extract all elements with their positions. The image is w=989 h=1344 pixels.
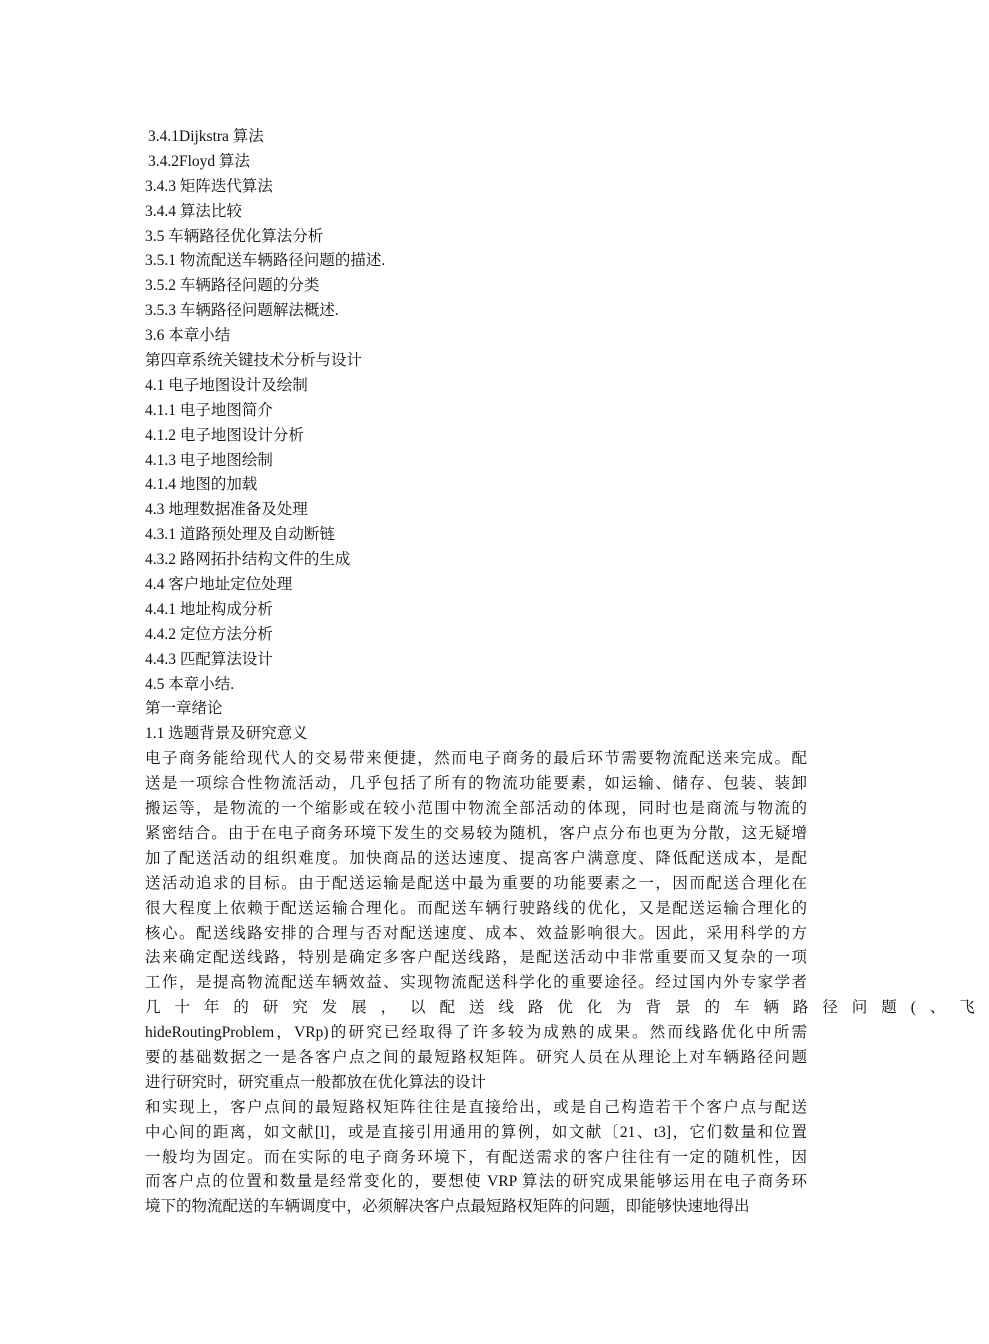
toc-entry: 3.5.1 物流配送车辆路径问题的描述. (145, 252, 386, 270)
paragraph-line: 进行研究时，研究重点一般都放在优化算法的设计 (145, 1073, 487, 1091)
paragraph-line: 送活动追求的目标。由于配送运输是配送中最为重要的功能要素之一，因而配送合理化在 (145, 874, 807, 892)
paragraph-line: 加了配送活动的组织难度。加快商品的送达速度、提高客户满意度、降低配送成本，是配 (145, 849, 807, 867)
toc-entry: 4.1.4 地图的加载 (145, 476, 258, 494)
toc-entry: 3.4.2Floyd 算法 (148, 152, 251, 170)
toc-entry: 4.1 电子地图设计及绘制 (145, 376, 308, 394)
toc-entry: 第四章系统关键技术分析与设计 (145, 352, 363, 370)
toc-entry: 4.4.2 定位方法分析 (145, 625, 273, 643)
toc-entry: 3.6 本章小结 (145, 327, 231, 345)
toc-entry: 4.4.3 匹配算法设计 (145, 650, 273, 668)
toc-entry: 3.4.1Dijkstra 算法 (148, 128, 264, 145)
paragraph-line: 电子商务能给现代人的交易带来便捷，然而电子商务的最后环节需要物流配送来完成。配 (145, 750, 807, 768)
toc-entry: 4.1.1 电子地图简介 (145, 401, 273, 419)
paragraph-line: 几十年的研究发展，以配送线路优化为背景的车辆路径问题(、飞 (145, 999, 989, 1017)
paragraph-line: 一般均为固定。而在实际的电子商务环境下，有配送需求的客户往往有一定的随机性，因 (145, 1148, 807, 1166)
toc-entry: 4.4.1 地址构成分析 (145, 600, 273, 618)
toc-entry: 4.3.2 路网拓扑结构文件的生成 (145, 551, 351, 569)
paragraph-line: 核心。配送线路安排的合理与否对配送速度、成本、效益影响很大。因此，采用科学的方 (145, 924, 807, 942)
toc-entry: 3.5.2 车辆路径问题的分类 (145, 277, 320, 295)
paragraph-line: 紧密结合。由于在电子商务环境下发生的交易较为随机，客户点分布也更为分散，这无疑增 (145, 824, 807, 842)
paragraph-line: 很大程度上依赖于配送运输合理化。而配送车辆行驶路线的优化，又是配送运输合理化的 (145, 899, 807, 917)
paragraph-line: 法来确定配送线路，特别是确定多客户配送线路，是配送活动中非常重要而又复杂的一项 (145, 949, 807, 967)
toc-entry: 1.1 选题背景及研究意义 (145, 725, 308, 743)
paragraph-line: 和实现上，客户点间的最短路权矩阵往往是直接给出，或是自己构造若干个客户点与配送 (145, 1098, 807, 1116)
paragraph-line: hideRoutingProblem，VRp)的研究已经取得了许多较为成熟的成果。然而线路优化中所需 (145, 1024, 807, 1042)
toc-entry: 3.5.3 车辆路径问题解法概述. (145, 302, 339, 320)
paragraph-line: 中心间的距离，如文献[l]，或是直接引用通用的算例，如文献〔21、t3]，它们数量和位置 (145, 1123, 807, 1141)
toc-entry: 4.3 地理数据准备及处理 (145, 501, 308, 519)
toc-entry: 4.5 本章小结. (145, 675, 235, 693)
toc-entry: 3.4.3 矩阵迭代算法 (145, 177, 273, 195)
body-paragraph-1 (145, 747, 989, 1095)
paragraph-line: 境下的物流配送的车辆调度中，必须解决客户点最短路权矩阵的问题，即能够快速地得出 (145, 1198, 750, 1216)
toc-entry: 第一章绪论 (145, 700, 223, 718)
toc-entry: 3.4.4 算法比较 (145, 202, 242, 220)
toc-entry: 4.3.1 道路预处理及自动断链 (145, 526, 335, 544)
body-paragraph-2 (145, 1096, 807, 1220)
toc-entry: 4.1.3 电子地图绘制 (145, 451, 273, 469)
document-page (145, 125, 989, 1220)
paragraph-line: 工作，是提高物流配送车辆效益、实现物流配送科学化的重要途径。经过国内外专家学者 (145, 974, 807, 992)
toc-entry: 3.5 车辆路径优化算法分析 (145, 227, 324, 245)
paragraph-line: 送是一项综合性物流活动，几乎包括了所有的物流功能要素，如运输、储存、包装、装卸 (145, 775, 807, 793)
paragraph-line: 而客户点的位置和数量是经常变化的，要想使 VRP 算法的研究成果能够运用在电子商务环 (145, 1173, 807, 1191)
table-of-contents (145, 125, 807, 747)
paragraph-line: 要的基础数据之一是各客户点之间的最短路权矩阵。研究人员在从理论上对车辆路径问题 (145, 1048, 807, 1066)
toc-entry: 4.4 客户地址定位处理 (145, 576, 293, 594)
toc-entry: 4.1.2 电子地图设计分析 (145, 426, 304, 444)
paragraph-line: 搬运等，是物流的一个缩影或在较小范围中物流全部活动的体现，同时也是商流与物流的 (145, 800, 807, 818)
